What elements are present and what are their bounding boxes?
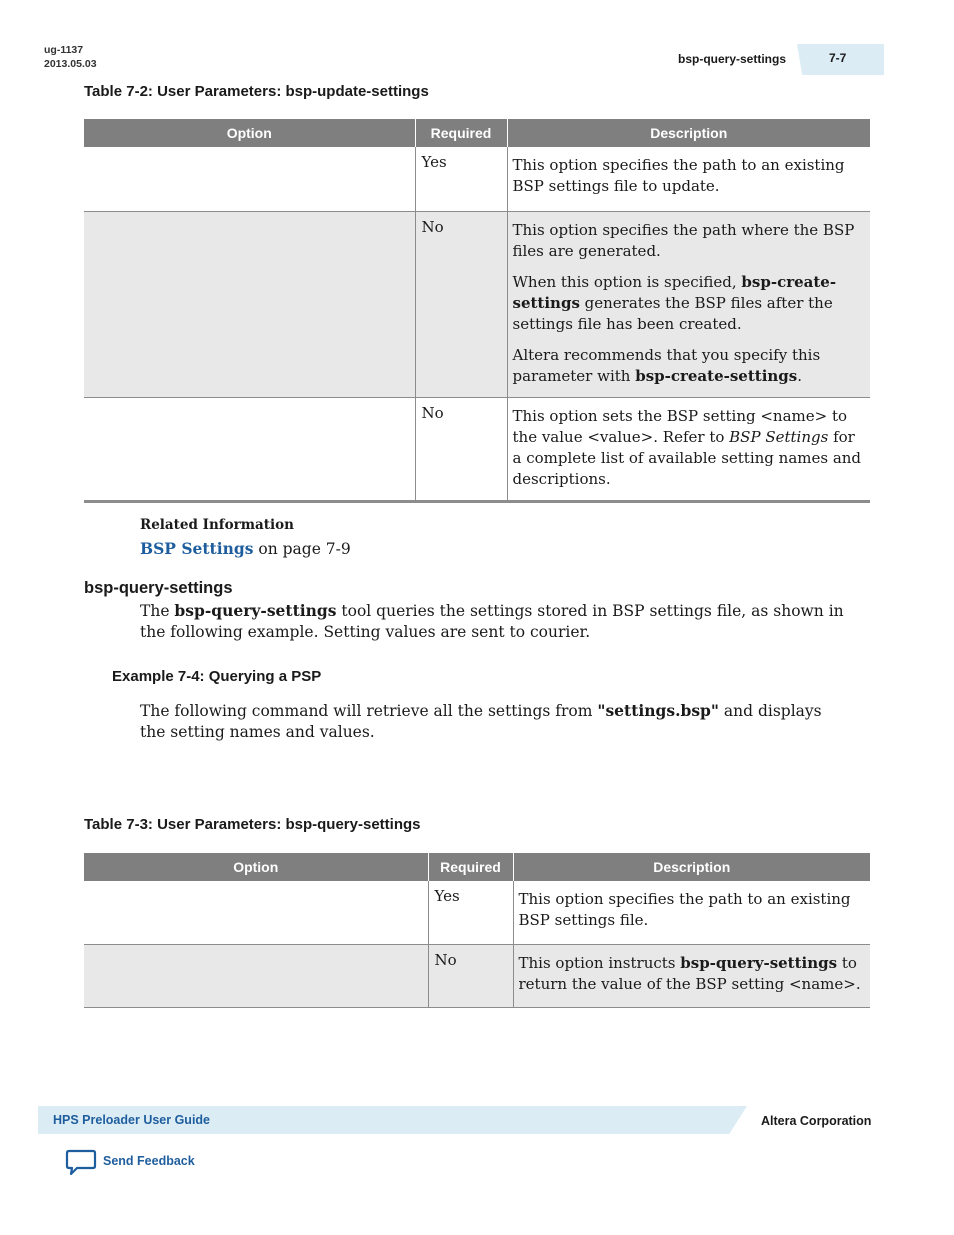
description-cell	[507, 147, 870, 211]
header-option: Option	[84, 119, 415, 147]
table-row	[84, 397, 870, 501]
doc-date: 2013.05.03	[44, 58, 97, 70]
table-row	[84, 211, 870, 397]
table-header-row	[84, 853, 870, 881]
speech-bubble-icon[interactable]	[65, 1149, 97, 1181]
description-cell	[513, 944, 870, 1007]
example-title: Example 7-4: Querying a PSP	[112, 668, 322, 685]
description-cell	[507, 211, 870, 397]
footer-company: Altera Corporation	[761, 1114, 872, 1128]
table-caption: Table 7-3: User Parameters: bsp-query-settings	[84, 816, 421, 833]
header-required: Required	[428, 853, 513, 881]
table-row	[84, 944, 870, 1007]
send-feedback-link[interactable]: Send Feedback	[103, 1154, 195, 1168]
option-cell	[84, 944, 428, 1007]
description-text: This option sets the BSP setting <name> to the value <value>. Refer to BSP Settings for a complete list of available setting names and descriptions.	[512, 406, 862, 488]
parameters-table-query	[84, 853, 870, 1008]
description-text: Altera recommends that you specify this parameter with bsp-create-settings.	[512, 345, 821, 385]
parameters-table-update	[84, 119, 870, 503]
description-text: When this option is specified, bsp-create-settings generates the BSP files after the settings file has been created.	[512, 272, 837, 333]
description-cell	[513, 881, 870, 944]
required-cell: No	[415, 397, 507, 501]
header-description: Description	[513, 853, 870, 881]
page-number: 7-7	[829, 51, 847, 65]
table-header-row	[84, 119, 870, 147]
section-title: bsp-query-settings	[84, 579, 233, 597]
page-reference: on page 7-9	[253, 540, 351, 558]
description-text: This option specifies the path to an existing BSP settings file to update.	[512, 156, 845, 195]
header-section-name: bsp-query-settings	[677, 52, 786, 66]
required-cell: No	[415, 211, 507, 397]
option-cell	[84, 147, 415, 211]
example-paragraph: The following command will retrieve all the settings from "settings.bsp" and displays the setting names and values.	[140, 701, 822, 741]
table-row	[84, 881, 870, 944]
bsp-settings-link[interactable]: BSP Settings	[140, 539, 254, 558]
required-cell: No	[428, 944, 513, 1007]
related-information-entry	[140, 538, 351, 560]
related-information-heading: Related Information	[140, 517, 294, 533]
required-cell: Yes	[428, 881, 513, 944]
doc-number: ug-1137	[44, 44, 84, 56]
description-text: This option specifies the path where the BSP files are generated.	[512, 220, 855, 260]
option-cell	[84, 211, 415, 397]
header-option: Option	[84, 853, 428, 881]
table-row	[84, 147, 870, 211]
footer-document-title: HPS Preloader User Guide	[53, 1113, 211, 1127]
section-paragraph: The bsp-query-settings tool queries the settings stored in BSP settings file, as shown in the following example. Setting values are sent to courier.	[140, 601, 844, 641]
header-description: Description	[507, 119, 870, 147]
description-text: This option instructs bsp-query-settings to return the value of the BSP setting <name>.	[518, 953, 861, 993]
description-text: This option specifies the path to an existing BSP settings file.	[518, 890, 851, 929]
document-id	[44, 43, 97, 71]
description-cell	[507, 397, 870, 501]
header-required: Required	[415, 119, 507, 147]
required-cell: Yes	[415, 147, 507, 211]
option-cell	[84, 397, 415, 501]
option-cell	[84, 881, 428, 944]
table-caption: Table 7-2: User Parameters: bsp-update-settings	[84, 83, 429, 100]
